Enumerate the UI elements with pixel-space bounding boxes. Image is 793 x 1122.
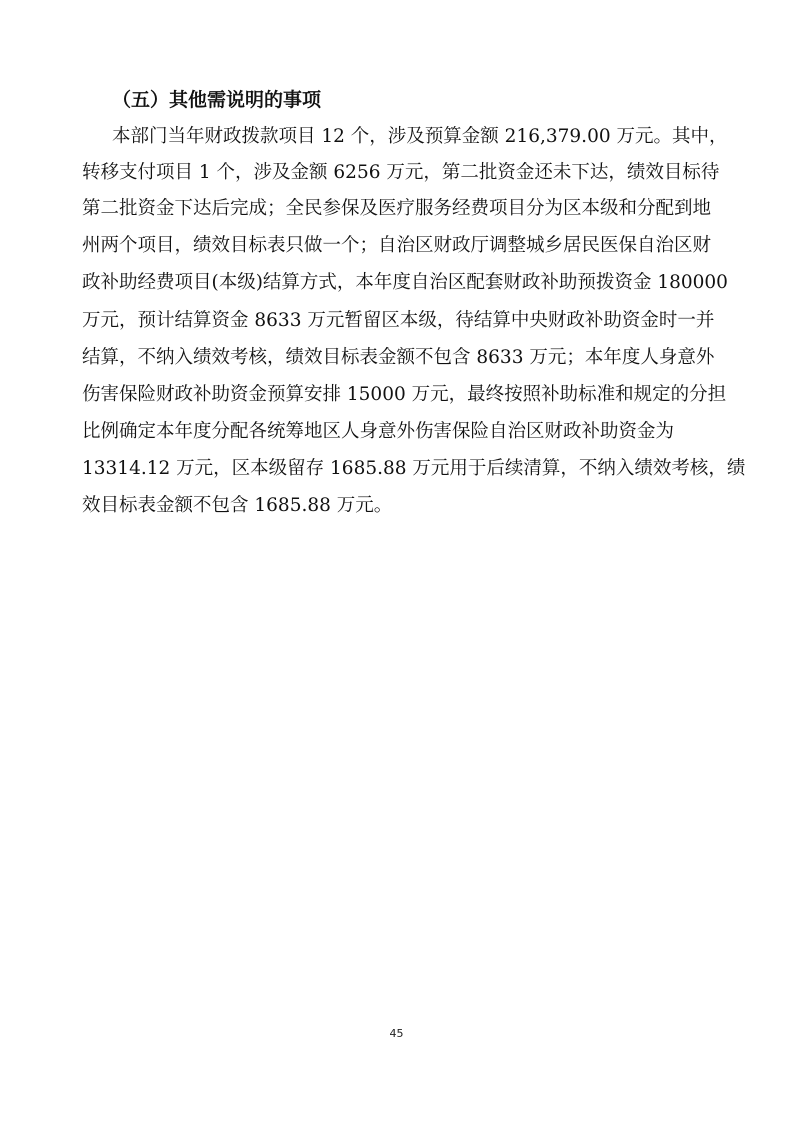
paragraph-line-6: 万元，预计结算资金 8633 万元暂留区本级，待结算中央财政补助资金时一并 xyxy=(82,310,715,331)
paragraph-line-4: 州两个项目，绩效目标表只做一个；自治区财政厅调整城乡居民医保自治区财 xyxy=(82,235,712,256)
paragraph-line-5: 政补助经费项目(本级)结算方式，本年度自治区配套财政补助预拨资金 180000 xyxy=(82,272,728,293)
page-number: 45 xyxy=(389,1027,404,1040)
paragraph-line-8: 伤害保险财政补助资金预算安排 15000 万元，最终按照补助标准和规定的分担 xyxy=(82,384,727,405)
paragraph-line-10: 13314.12 万元，区本级留存 1685.88 万元用于后续清算，不纳入绩效考核，绩 xyxy=(82,458,746,479)
paragraph-line-3: 第二批资金下达后完成；全民参保及医疗服务经费项目分为区本级和分配到地 xyxy=(82,198,712,219)
paragraph-line-1: 本部门当年财政拨款项目 12 个，涉及预算金额 216,379.00 万元。其中， xyxy=(112,126,728,147)
paragraph-line-11: 效目标表金额不包含 1685.88 万元。 xyxy=(82,495,393,516)
section-heading: （五）其他需说明的事项 xyxy=(112,89,322,111)
paragraph-line-7: 结算，不纳入绩效考核，绩效目标表金额不包含 8633 万元；本年度人身意外 xyxy=(82,347,715,368)
paragraph-line-2: 转移支付项目 1 个，涉及金额 6256 万元，第二批资金还未下达，绩效目标待 xyxy=(82,162,720,183)
paragraph-line-9: 比例确定本年度分配各统筹地区人身意外伤害保险自治区财政补助资金为 xyxy=(82,421,675,442)
